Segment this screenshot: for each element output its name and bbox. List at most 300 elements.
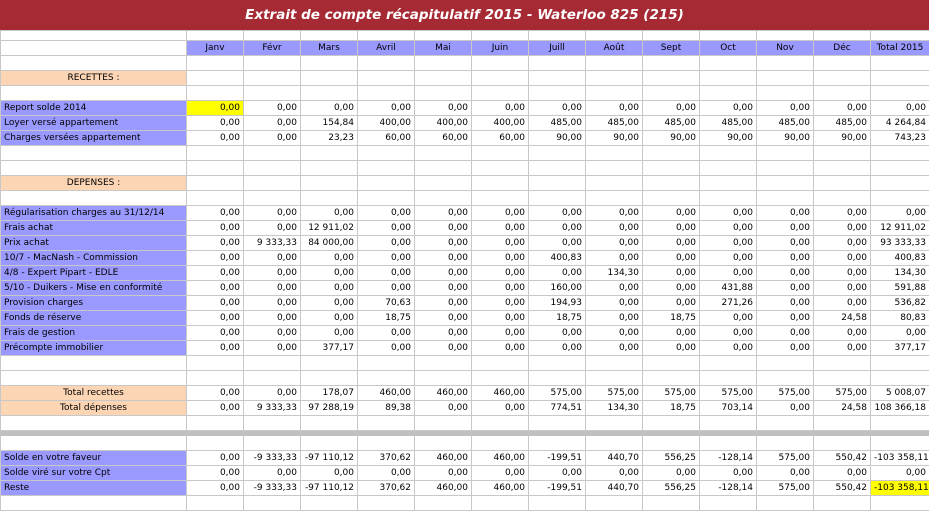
value-cell[interactable]: 0,00 [358, 251, 415, 266]
empty-cell[interactable] [415, 71, 472, 86]
empty-cell[interactable] [1, 371, 187, 386]
empty-cell[interactable] [187, 176, 244, 191]
empty-cell[interactable] [529, 176, 586, 191]
empty-cell[interactable] [358, 71, 415, 86]
value-cell[interactable]: 194,93 [529, 296, 586, 311]
value-cell[interactable]: 0,00 [415, 251, 472, 266]
value-cell[interactable]: 0,00 [586, 221, 643, 236]
value-cell[interactable]: 575,00 [757, 481, 814, 496]
value-cell[interactable]: 400,00 [415, 116, 472, 131]
empty-cell[interactable] [700, 496, 757, 511]
row-label[interactable]: Charges versées appartement [1, 131, 187, 146]
empty-cell[interactable] [700, 56, 757, 71]
empty-cell[interactable] [244, 436, 301, 451]
empty-cell[interactable] [700, 356, 757, 371]
empty-cell[interactable] [358, 146, 415, 161]
empty-cell[interactable] [301, 31, 358, 41]
empty-cell[interactable] [301, 356, 358, 371]
value-cell[interactable]: 0,00 [757, 281, 814, 296]
value-cell[interactable]: 0,00 [301, 466, 358, 481]
value-cell[interactable]: 485,00 [757, 116, 814, 131]
empty-cell[interactable] [187, 56, 244, 71]
value-cell[interactable]: 0,00 [757, 326, 814, 341]
empty-cell[interactable] [643, 496, 700, 511]
value-cell[interactable]: 0,00 [244, 206, 301, 221]
value-cell[interactable]: 0,00 [643, 251, 700, 266]
value-cell[interactable]: -9 333,33 [244, 451, 301, 466]
value-cell[interactable]: 0,00 [187, 281, 244, 296]
empty-cell[interactable] [415, 371, 472, 386]
value-cell[interactable]: 90,00 [757, 131, 814, 146]
value-cell[interactable]: 0,00 [301, 266, 358, 281]
empty-cell[interactable] [586, 146, 643, 161]
value-cell[interactable]: 18,75 [643, 401, 700, 416]
empty-cell[interactable] [700, 71, 757, 86]
empty-cell[interactable] [1, 161, 187, 176]
value-cell[interactable]: 160,00 [529, 281, 586, 296]
empty-cell[interactable] [814, 86, 871, 101]
empty-cell[interactable] [358, 416, 415, 431]
value-cell[interactable]: 0,00 [415, 266, 472, 281]
empty-cell[interactable] [529, 436, 586, 451]
column-header[interactable]: Août [586, 41, 643, 56]
column-header[interactable]: Déc [814, 41, 871, 56]
column-header[interactable]: Juin [472, 41, 529, 56]
empty-cell[interactable] [814, 71, 871, 86]
row-label[interactable]: Frais de gestion [1, 326, 187, 341]
value-cell[interactable]: -97 110,12 [301, 481, 358, 496]
empty-cell[interactable] [1, 436, 187, 451]
row-label[interactable]: Loyer versé appartement [1, 116, 187, 131]
value-cell[interactable]: 440,70 [586, 481, 643, 496]
empty-cell[interactable] [358, 86, 415, 101]
value-cell[interactable]: 0,00 [871, 466, 929, 481]
empty-cell[interactable] [814, 416, 871, 431]
value-cell[interactable]: 400,83 [529, 251, 586, 266]
empty-cell[interactable] [472, 86, 529, 101]
value-cell[interactable]: 0,00 [757, 266, 814, 281]
empty-cell[interactable] [358, 371, 415, 386]
empty-cell[interactable] [757, 161, 814, 176]
empty-cell[interactable] [415, 496, 472, 511]
empty-cell[interactable] [415, 56, 472, 71]
value-cell[interactable]: -128,14 [700, 451, 757, 466]
value-cell[interactable]: 0,00 [586, 326, 643, 341]
empty-cell[interactable] [700, 416, 757, 431]
value-cell[interactable]: 0,00 [415, 466, 472, 481]
value-cell[interactable]: 0,00 [472, 401, 529, 416]
value-cell[interactable]: 0,00 [586, 466, 643, 481]
value-cell[interactable]: 0,00 [244, 101, 301, 116]
row-label[interactable]: 10/7 - MacNash - Commission [1, 251, 187, 266]
value-cell[interactable]: 0,00 [415, 236, 472, 251]
empty-cell[interactable] [301, 56, 358, 71]
empty-cell[interactable] [529, 161, 586, 176]
value-cell[interactable]: 0,00 [529, 221, 586, 236]
empty-cell[interactable] [529, 86, 586, 101]
empty-cell[interactable] [814, 436, 871, 451]
value-cell[interactable]: 0,00 [472, 251, 529, 266]
empty-cell[interactable] [700, 436, 757, 451]
empty-cell[interactable] [1, 146, 187, 161]
empty-cell[interactable] [700, 161, 757, 176]
empty-cell[interactable] [757, 31, 814, 41]
row-label[interactable]: Report solde 2014 [1, 101, 187, 116]
empty-cell[interactable] [643, 86, 700, 101]
value-cell[interactable]: 0,00 [358, 221, 415, 236]
value-cell[interactable]: 0,00 [814, 466, 871, 481]
empty-cell[interactable] [643, 176, 700, 191]
value-cell[interactable]: 0,00 [643, 266, 700, 281]
value-cell[interactable]: 0,00 [643, 206, 700, 221]
empty-cell[interactable] [358, 176, 415, 191]
empty-cell[interactable] [358, 191, 415, 206]
value-cell[interactable]: 0,00 [358, 341, 415, 356]
value-cell[interactable]: 0,00 [415, 326, 472, 341]
value-cell[interactable]: 0,00 [814, 251, 871, 266]
empty-cell[interactable] [301, 371, 358, 386]
empty-cell[interactable] [301, 71, 358, 86]
value-cell[interactable]: 0,00 [187, 131, 244, 146]
empty-cell[interactable] [814, 31, 871, 41]
empty-cell[interactable] [187, 371, 244, 386]
empty-cell[interactable] [472, 56, 529, 71]
column-header[interactable]: Total 2015 [871, 41, 929, 56]
empty-cell[interactable] [358, 356, 415, 371]
empty-cell[interactable] [529, 496, 586, 511]
empty-cell[interactable] [814, 176, 871, 191]
value-cell[interactable]: 12 911,02 [871, 221, 929, 236]
empty-cell[interactable] [472, 356, 529, 371]
empty-cell[interactable] [301, 86, 358, 101]
empty-cell[interactable] [301, 161, 358, 176]
value-cell[interactable]: 370,62 [358, 451, 415, 466]
empty-cell[interactable] [244, 176, 301, 191]
value-cell[interactable]: 90,00 [529, 131, 586, 146]
empty-cell[interactable] [244, 371, 301, 386]
value-cell[interactable]: 575,00 [586, 386, 643, 401]
value-cell[interactable]: 0,00 [358, 281, 415, 296]
empty-cell[interactable] [244, 496, 301, 511]
value-cell[interactable]: 0,00 [814, 101, 871, 116]
value-cell[interactable]: 0,00 [244, 466, 301, 481]
empty-cell[interactable] [301, 416, 358, 431]
empty-cell[interactable] [871, 161, 929, 176]
empty-cell[interactable] [472, 161, 529, 176]
empty-cell[interactable] [643, 356, 700, 371]
value-cell[interactable]: 0,00 [301, 251, 358, 266]
value-cell[interactable]: 80,83 [871, 311, 929, 326]
value-cell[interactable]: 0,00 [187, 221, 244, 236]
value-cell[interactable]: 0,00 [700, 266, 757, 281]
empty-cell[interactable] [814, 191, 871, 206]
empty-cell[interactable] [586, 161, 643, 176]
empty-cell[interactable] [757, 191, 814, 206]
value-cell[interactable]: 485,00 [586, 116, 643, 131]
empty-cell[interactable] [244, 416, 301, 431]
value-cell[interactable]: -103 358,11 [871, 481, 929, 496]
empty-cell[interactable] [472, 371, 529, 386]
empty-cell[interactable] [1, 191, 187, 206]
value-cell[interactable]: 9 333,33 [244, 236, 301, 251]
value-cell[interactable]: 0,00 [529, 326, 586, 341]
value-cell[interactable]: 0,00 [187, 101, 244, 116]
row-label[interactable]: Provision charges [1, 296, 187, 311]
value-cell[interactable]: 23,23 [301, 131, 358, 146]
empty-cell[interactable] [757, 71, 814, 86]
value-cell[interactable]: 134,30 [871, 266, 929, 281]
value-cell[interactable]: 575,00 [643, 386, 700, 401]
value-cell[interactable]: 0,00 [472, 281, 529, 296]
value-cell[interactable]: 0,00 [529, 236, 586, 251]
value-cell[interactable]: 575,00 [757, 451, 814, 466]
value-cell[interactable]: 0,00 [757, 466, 814, 481]
value-cell[interactable]: -97 110,12 [301, 451, 358, 466]
empty-cell[interactable] [643, 436, 700, 451]
value-cell[interactable]: -103 358,11 [871, 451, 929, 466]
empty-cell[interactable] [814, 496, 871, 511]
value-cell[interactable]: 460,00 [415, 451, 472, 466]
empty-cell[interactable] [301, 191, 358, 206]
row-label[interactable]: Frais achat [1, 221, 187, 236]
value-cell[interactable]: 0,00 [814, 296, 871, 311]
value-cell[interactable]: 89,38 [358, 401, 415, 416]
value-cell[interactable]: 440,70 [586, 451, 643, 466]
value-cell[interactable]: 0,00 [871, 326, 929, 341]
value-cell[interactable]: 0,00 [415, 206, 472, 221]
empty-cell[interactable] [700, 146, 757, 161]
value-cell[interactable]: 0,00 [244, 341, 301, 356]
value-cell[interactable]: 460,00 [415, 481, 472, 496]
value-cell[interactable]: 0,00 [187, 481, 244, 496]
empty-cell[interactable] [871, 416, 929, 431]
empty-cell[interactable] [529, 191, 586, 206]
value-cell[interactable]: 0,00 [700, 251, 757, 266]
value-cell[interactable]: 134,30 [586, 266, 643, 281]
empty-cell[interactable] [871, 71, 929, 86]
empty-cell[interactable] [814, 146, 871, 161]
empty-cell[interactable] [244, 146, 301, 161]
value-cell[interactable]: 550,42 [814, 481, 871, 496]
value-cell[interactable]: 0,00 [700, 101, 757, 116]
value-cell[interactable]: 485,00 [643, 116, 700, 131]
empty-cell[interactable] [472, 416, 529, 431]
empty-cell[interactable] [700, 371, 757, 386]
value-cell[interactable]: 0,00 [757, 311, 814, 326]
value-cell[interactable]: 0,00 [301, 101, 358, 116]
value-cell[interactable]: 12 911,02 [301, 221, 358, 236]
empty-cell[interactable] [244, 191, 301, 206]
value-cell[interactable]: 0,00 [586, 251, 643, 266]
empty-cell[interactable] [187, 191, 244, 206]
value-cell[interactable]: 0,00 [358, 266, 415, 281]
empty-cell[interactable] [187, 86, 244, 101]
empty-cell[interactable] [472, 71, 529, 86]
empty-cell[interactable] [529, 371, 586, 386]
value-cell[interactable]: 0,00 [187, 326, 244, 341]
value-cell[interactable]: 0,00 [244, 281, 301, 296]
row-label[interactable]: 5/10 - Duikers - Mise en conformité [1, 281, 187, 296]
value-cell[interactable]: 0,00 [472, 101, 529, 116]
empty-cell[interactable] [643, 416, 700, 431]
value-cell[interactable]: 0,00 [757, 251, 814, 266]
value-cell[interactable]: 0,00 [187, 341, 244, 356]
value-cell[interactable]: 0,00 [187, 311, 244, 326]
empty-cell[interactable] [415, 191, 472, 206]
value-cell[interactable]: 703,14 [700, 401, 757, 416]
empty-cell[interactable] [871, 31, 929, 41]
value-cell[interactable]: 24,58 [814, 401, 871, 416]
empty-cell[interactable] [757, 86, 814, 101]
value-cell[interactable]: 0,00 [358, 206, 415, 221]
empty-cell[interactable] [244, 161, 301, 176]
value-cell[interactable]: 0,00 [358, 326, 415, 341]
row-label[interactable]: 4/8 - Expert Pipart - EDLE [1, 266, 187, 281]
value-cell[interactable]: 90,00 [643, 131, 700, 146]
empty-cell[interactable] [814, 371, 871, 386]
value-cell[interactable]: 0,00 [472, 341, 529, 356]
empty-cell[interactable] [871, 191, 929, 206]
value-cell[interactable]: 485,00 [700, 116, 757, 131]
value-cell[interactable]: 90,00 [814, 131, 871, 146]
value-cell[interactable]: 0,00 [472, 221, 529, 236]
value-cell[interactable]: 0,00 [244, 251, 301, 266]
value-cell[interactable]: 0,00 [244, 386, 301, 401]
value-cell[interactable]: 0,00 [358, 236, 415, 251]
value-cell[interactable]: 0,00 [643, 221, 700, 236]
row-label[interactable]: Reste [1, 481, 187, 496]
value-cell[interactable]: 575,00 [700, 386, 757, 401]
empty-cell[interactable] [529, 356, 586, 371]
value-cell[interactable]: 0,00 [700, 341, 757, 356]
value-cell[interactable]: 0,00 [586, 311, 643, 326]
value-cell[interactable]: 0,00 [358, 466, 415, 481]
empty-cell[interactable] [187, 356, 244, 371]
empty-cell[interactable] [757, 496, 814, 511]
row-label[interactable]: Total dépenses [1, 401, 187, 416]
value-cell[interactable]: 0,00 [301, 326, 358, 341]
column-header[interactable]: Avril [358, 41, 415, 56]
value-cell[interactable]: 90,00 [700, 131, 757, 146]
value-cell[interactable]: 0,00 [187, 266, 244, 281]
empty-cell[interactable] [586, 31, 643, 41]
empty-cell[interactable] [814, 356, 871, 371]
empty-cell[interactable] [415, 416, 472, 431]
value-cell[interactable]: 0,00 [643, 341, 700, 356]
value-cell[interactable]: 60,00 [415, 131, 472, 146]
empty-cell[interactable] [415, 356, 472, 371]
value-cell[interactable]: 460,00 [472, 386, 529, 401]
empty-cell[interactable] [472, 176, 529, 191]
value-cell[interactable]: 0,00 [301, 311, 358, 326]
value-cell[interactable]: 0,00 [586, 101, 643, 116]
empty-cell[interactable] [187, 146, 244, 161]
empty-cell[interactable] [871, 176, 929, 191]
value-cell[interactable]: 0,00 [643, 236, 700, 251]
empty-cell[interactable] [586, 496, 643, 511]
row-label[interactable]: Total recettes [1, 386, 187, 401]
value-cell[interactable]: 0,00 [472, 466, 529, 481]
empty-cell[interactable] [643, 146, 700, 161]
empty-cell[interactable] [1, 56, 187, 71]
empty-cell[interactable] [529, 31, 586, 41]
empty-cell[interactable] [871, 496, 929, 511]
empty-cell[interactable] [1, 31, 187, 41]
value-cell[interactable]: 0,00 [415, 101, 472, 116]
value-cell[interactable]: 0,00 [643, 281, 700, 296]
value-cell[interactable]: 0,00 [187, 116, 244, 131]
empty-cell[interactable] [586, 436, 643, 451]
value-cell[interactable]: 0,00 [586, 236, 643, 251]
value-cell[interactable]: 97 288,19 [301, 401, 358, 416]
empty-cell[interactable] [358, 496, 415, 511]
value-cell[interactable]: 0,00 [301, 281, 358, 296]
row-label[interactable]: Précompte immobilier [1, 341, 187, 356]
value-cell[interactable]: 0,00 [700, 206, 757, 221]
value-cell[interactable]: 0,00 [472, 266, 529, 281]
empty-cell[interactable] [757, 56, 814, 71]
value-cell[interactable]: 0,00 [757, 401, 814, 416]
empty-cell[interactable] [301, 436, 358, 451]
value-cell[interactable]: 0,00 [643, 101, 700, 116]
value-cell[interactable]: 93 333,33 [871, 236, 929, 251]
value-cell[interactable]: 0,00 [415, 401, 472, 416]
value-cell[interactable]: 154,84 [301, 116, 358, 131]
value-cell[interactable]: 556,25 [643, 451, 700, 466]
empty-cell[interactable] [244, 31, 301, 41]
empty-cell[interactable] [700, 31, 757, 41]
value-cell[interactable]: 0,00 [529, 466, 586, 481]
value-cell[interactable]: -199,51 [529, 451, 586, 466]
value-cell[interactable]: 0,00 [757, 101, 814, 116]
empty-cell[interactable] [871, 436, 929, 451]
empty-cell[interactable] [586, 371, 643, 386]
empty-cell[interactable] [529, 71, 586, 86]
empty-cell[interactable] [643, 371, 700, 386]
column-header[interactable]: Oct [700, 41, 757, 56]
value-cell[interactable]: 0,00 [472, 311, 529, 326]
empty-cell[interactable] [586, 71, 643, 86]
empty-cell[interactable] [1, 41, 187, 56]
empty-cell[interactable] [814, 161, 871, 176]
empty-cell[interactable] [244, 56, 301, 71]
value-cell[interactable]: 0,00 [586, 296, 643, 311]
value-cell[interactable]: 0,00 [244, 116, 301, 131]
empty-cell[interactable] [301, 176, 358, 191]
empty-cell[interactable] [415, 176, 472, 191]
value-cell[interactable]: 0,00 [814, 281, 871, 296]
empty-cell[interactable] [415, 146, 472, 161]
value-cell[interactable]: 0,00 [301, 296, 358, 311]
empty-cell[interactable] [586, 56, 643, 71]
value-cell[interactable]: 60,00 [472, 131, 529, 146]
empty-cell[interactable] [643, 56, 700, 71]
empty-cell[interactable] [757, 176, 814, 191]
value-cell[interactable]: 0,00 [415, 341, 472, 356]
empty-cell[interactable] [529, 56, 586, 71]
empty-cell[interactable] [586, 416, 643, 431]
empty-cell[interactable] [757, 416, 814, 431]
value-cell[interactable]: 0,00 [301, 206, 358, 221]
value-cell[interactable]: 0,00 [643, 326, 700, 341]
section-label[interactable]: DEPENSES : [1, 176, 187, 191]
value-cell[interactable]: 0,00 [187, 296, 244, 311]
value-cell[interactable]: 0,00 [529, 101, 586, 116]
column-header[interactable]: Janv [187, 41, 244, 56]
empty-cell[interactable] [757, 356, 814, 371]
value-cell[interactable]: 460,00 [472, 451, 529, 466]
empty-cell[interactable] [529, 146, 586, 161]
